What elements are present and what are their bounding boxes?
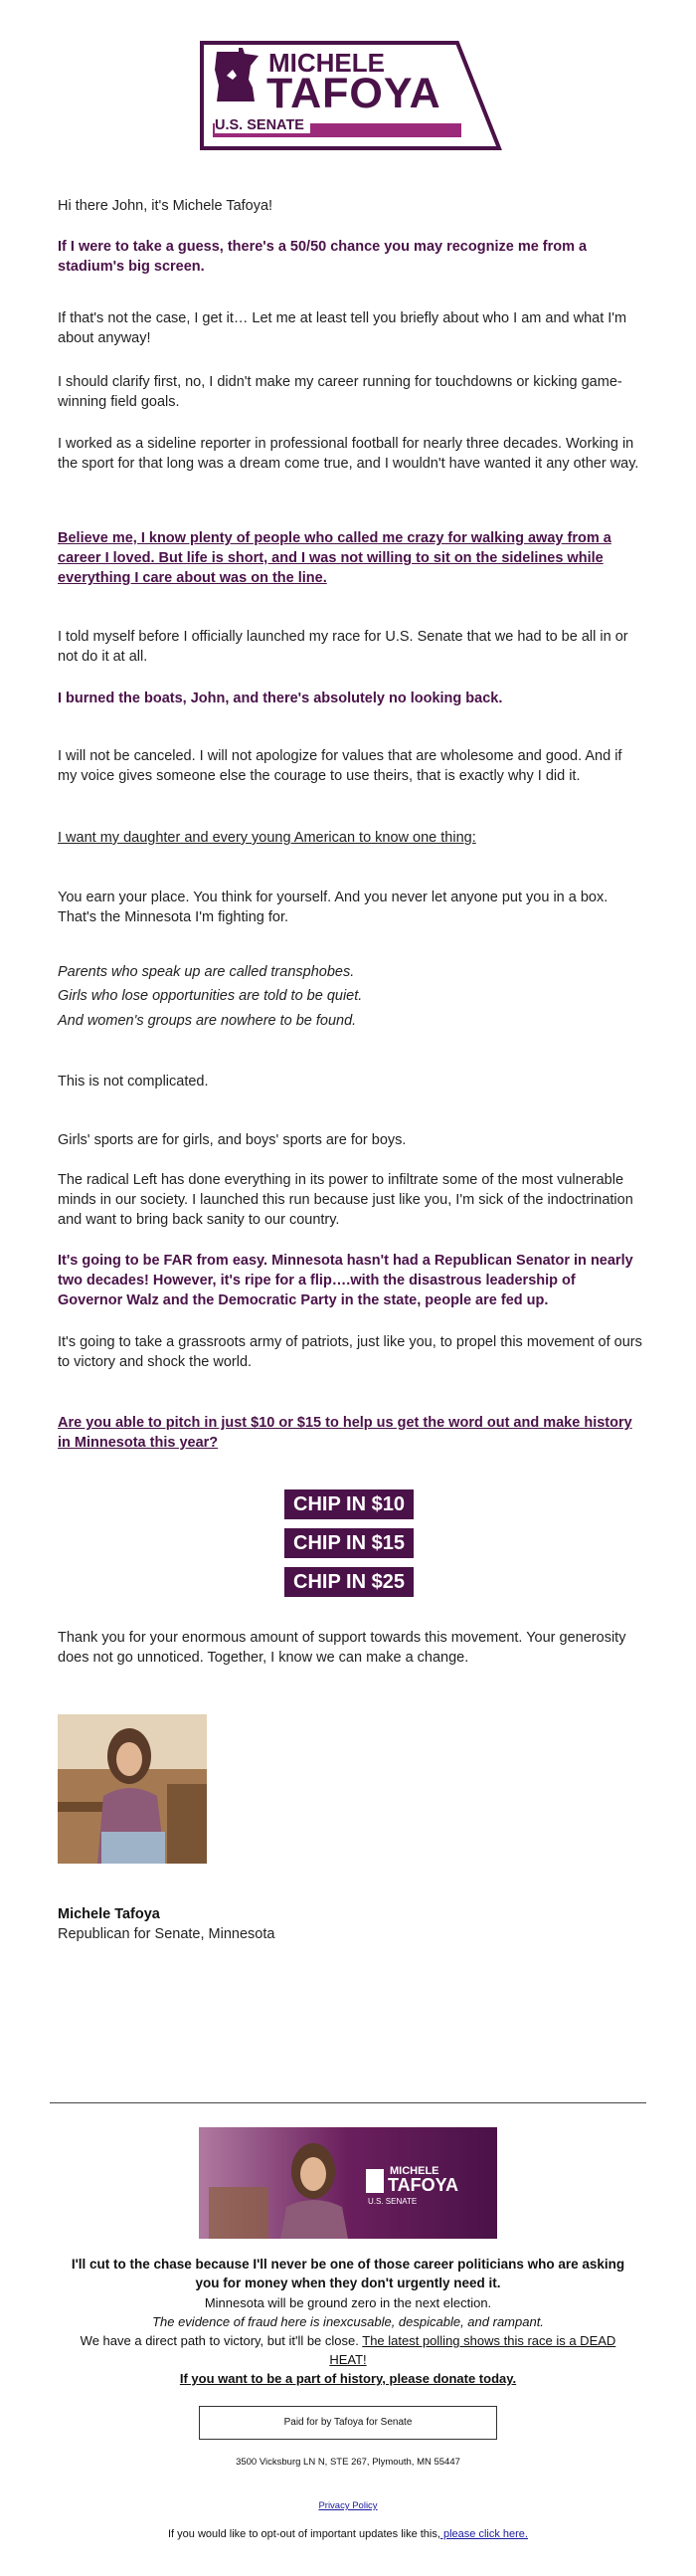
paragraph-13: The radical Left has done everything in its power to infiltrate some of the most vulnerable minds in our society. I launched this run because just like you, I'm sick of the indoctrination and want to bring back sanity to our country. bbox=[58, 1172, 633, 1228]
intro-paragraph: If I were to take a guess, there's a 50/50 chance you may recognize me from a stadium's big screen. bbox=[58, 239, 588, 275]
paragraph-4: I worked as a sideline reporter in professional football for nearly three decades. Working in the sport for that long was a dream come true, and I wouldn't have wanted it any other way. bbox=[58, 436, 639, 472]
paragraph-15: It's going to take a grassroots army of patriots, just like you, to propel this movement of ours to victory and shock the world. bbox=[58, 1334, 642, 1370]
banner-last-name: TAFOYA bbox=[388, 2175, 459, 2195]
footer-bold-statement: I'll cut to the chase because I'll never be one of those career politicians who are asking you for money when they don't urgently need it. bbox=[71, 2257, 625, 2290]
banner-office: U.S. SENATE bbox=[368, 2197, 418, 2206]
italic-line-2: Girls who lose opportunities are told to be quiet. bbox=[58, 988, 363, 1004]
polling-link[interactable]: The latest polling shows this race is a DEAD HEAT! bbox=[329, 2333, 616, 2367]
pitch-in-link[interactable]: Are you able to pitch in just $10 or $15 to help us get the word out and make history in Minnesota this year? bbox=[58, 1415, 632, 1451]
footer-line-2: Minnesota will be ground zero in the next election. bbox=[204, 2295, 492, 2310]
footer-banner[interactable] bbox=[199, 2127, 497, 2239]
footer-address: 3500 Vicksburg LN N, STE 267, Plymouth, MN 55447 bbox=[236, 2457, 460, 2468]
paragraph-12: Girls' sports are for girls, and boys' sports are for boys. bbox=[58, 1132, 407, 1148]
logo-last-name: TAFOYA bbox=[266, 70, 441, 117]
paragraph-10: You earn your place. You think for yourself. And you never let anyone put you in a box. That's the Minnesota I'm fighting for. bbox=[58, 890, 609, 925]
footer-line-4-text: We have a direct path to victory, but it'll be close. bbox=[80, 2333, 363, 2348]
footer-line-4 bbox=[70, 2331, 626, 2369]
footer-divider bbox=[50, 2102, 646, 2103]
greeting: Hi there John, it's Michele Tafoya! bbox=[58, 198, 273, 214]
footer-line-3: The evidence of fraud here is inexcusable, despicable, and rampant. bbox=[152, 2314, 544, 2329]
paragraph-9: I want my daughter and every young American to know one thing: bbox=[58, 830, 476, 846]
candidate-photo bbox=[58, 1714, 207, 1864]
believe-me-link[interactable]: Believe me, I know plenty of people who called me crazy for walking away from a career I loved. But life is short, and I was not willing to sit on the sidelines while everything I care about was on the line. bbox=[58, 530, 611, 586]
paragraph-14: It's going to be FAR from easy. Minnesota hasn't had a Republican Senator in nearly two decades! However, it's ripe for a flip….with the disastrous leadership of Governor Walz and the Democratic Party in the state, people are fed up. bbox=[58, 1253, 633, 1308]
chip-in-10-button[interactable]: CHIP IN $10 bbox=[284, 1489, 414, 1519]
opt-out-link[interactable]: please click here. bbox=[439, 2528, 528, 2540]
paid-for-box bbox=[199, 2406, 497, 2440]
opt-out-text: If you would like to opt-out of important updates like this, bbox=[168, 2528, 440, 2540]
tafoya-logo[interactable] bbox=[199, 40, 502, 151]
paragraph-6: I told myself before I officially launched my race for U.S. Senate that we had to be all in or not do it at all. bbox=[58, 629, 628, 665]
paragraph-11: This is not complicated. bbox=[58, 1074, 209, 1090]
opt-out-line bbox=[60, 2525, 636, 2544]
paid-for-text: Paid for by Tafoya for Senate bbox=[283, 2417, 413, 2428]
paragraph-3: I should clarify first, no, I didn't make my career running for touchdowns or kicking game-winning field goals. bbox=[58, 374, 622, 410]
chip-in-25-button[interactable]: CHIP IN $25 bbox=[284, 1567, 414, 1597]
logo-first-name: MICHELE bbox=[268, 48, 385, 78]
burned-boats-paragraph: I burned the boats, John, and there's absolutely no looking back. bbox=[58, 691, 503, 706]
paragraph-8: I will not be canceled. I will not apologize for values that are wholesome and good. And if my voice gives someone else the courage to use theirs, that is exactly why I did it. bbox=[58, 748, 622, 784]
logo-office: U.S. SENATE bbox=[215, 117, 310, 133]
chip-in-15-button[interactable]: CHIP IN $15 bbox=[284, 1528, 414, 1558]
privacy-policy-link[interactable]: Privacy Policy bbox=[318, 2500, 378, 2511]
signature-name: Michele Tafoya bbox=[58, 1906, 160, 1922]
banner-first-name: MICHELE bbox=[390, 2165, 439, 2177]
italic-line-1: Parents who speak up are called transphobes. bbox=[58, 964, 355, 980]
signature-title: Republican for Senate, Minnesota bbox=[58, 1926, 275, 1942]
paragraph-2: If that's not the case, I get it… Let me at least tell you briefly about who I am and what I'm about anyway! bbox=[58, 310, 627, 346]
paragraph-17: Thank you for your enormous amount of support towards this movement. Your generosity does not go unnoticed. Together, I know we can make a change. bbox=[58, 1630, 626, 1666]
privacy-policy-wrap bbox=[60, 2496, 636, 2515]
italic-line-3: And women's groups are nowhere to be found. bbox=[58, 1013, 357, 1029]
donate-today-link[interactable]: If you want to be a part of history, please donate today. bbox=[179, 2371, 517, 2386]
